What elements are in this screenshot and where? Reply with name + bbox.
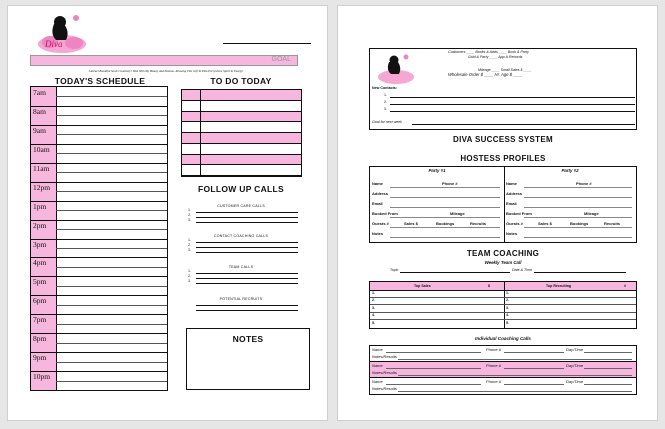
party-field-line[interactable] [524,187,632,188]
ind-day-line[interactable] [584,384,632,385]
party-field-label-recruits: Recruits [604,221,621,226]
individual-title: Individual Coaching Calls [475,336,531,341]
schedule-half-line[interactable] [56,210,167,211]
schedule-time-5: 12pm [33,182,51,192]
party-field-label-recruits: Recruits [470,221,487,226]
schedule-half-line[interactable] [56,134,167,135]
ind-day-line[interactable] [584,352,632,353]
top-sales-number: 1. [372,291,375,295]
date-time-label: Date & Time [512,268,532,272]
todo-title: TO DO TODAY [210,76,272,86]
topic-line[interactable] [400,272,510,273]
schedule-time-13: 8pm [33,334,47,344]
party-label: Party #1 [428,168,446,173]
schedule-time-14: 9pm [33,353,47,363]
goal-bar[interactable] [30,55,298,66]
schedule-half-line[interactable] [56,305,167,306]
schedule-time-9: 4pm [33,258,47,268]
planner-page-left [7,5,328,421]
schedule-time-4: 11am [33,163,50,173]
new-contacts-label: New Contacts: [372,86,397,90]
schedule-hour-divider [31,163,167,164]
schedule-time-11: 6pm [33,296,47,306]
planner-page-right [337,5,658,421]
schedule-half-line[interactable] [56,191,167,192]
schedule-table [30,86,168,391]
followup-line[interactable] [196,217,298,218]
followup-number: 2. [188,213,192,217]
ind-day-line[interactable] [584,368,632,369]
weekly-summary-box: Customers ____ Books & Adds ____ Book & Party Gold & Party ____ App & Records Mileage ____ Small Sales $ ____ Wholesale Order $ ____ Hr. Age $ ____ New Contacts: 1. 2. 3. Goal for next week [369,48,637,130]
schedule-time-2: 9am [33,125,46,135]
party-field-line[interactable] [390,237,500,238]
ind-name-label: Name [372,379,383,384]
todo-row[interactable] [182,101,301,112]
party-field-label-sales: Sales $ [404,221,418,226]
schedule-hour-divider [31,106,167,107]
followup-section-title[interactable]: CUSTOMER CARE CALLS [217,204,265,208]
schedule-time-3: 10am [33,144,50,154]
schedule-half-line[interactable] [56,362,167,363]
party-field-line[interactable] [524,217,632,218]
ind-notes-line[interactable] [398,359,632,360]
system-title: DIVA SUCCESS SYSTEM [453,135,553,144]
followup-line[interactable] [196,310,298,311]
ind-phone-label: Phone # [486,379,501,384]
topic-label: Topic [390,268,399,272]
party-field-label-mileage: Mileage [450,211,465,216]
party-field-line[interactable] [390,187,500,188]
schedule-half-line[interactable] [56,381,167,382]
hash-label: # [624,284,626,288]
top-recruit-number: 5. [506,320,509,325]
followup-section-title[interactable]: POTENTIAL RECRUITS [219,297,263,301]
ind-notes-line[interactable] [398,391,632,392]
followup-line[interactable] [196,222,298,223]
schedule-time-12: 7pm [33,315,47,325]
followup-line[interactable] [196,252,298,253]
followup-number: 2. [188,243,192,247]
ind-notes-label: Notes/Results [372,354,397,359]
party-field-line[interactable] [524,237,632,238]
todo-checkbox-divider [200,155,201,166]
todo-row[interactable] [182,155,301,166]
top-row-line[interactable] [370,297,636,298]
party-label: Party #2 [561,168,579,173]
party-field-label-notes: Notes [506,231,518,236]
party-field-label-mileage: Mileage [584,211,599,216]
diva-logo-small-icon [376,51,416,85]
todo-table [181,89,302,177]
top-recruit-number: 2. [506,298,509,303]
party-field-line[interactable] [524,207,632,208]
party-field-label-phone: Phone # [442,181,458,186]
ind-name-line[interactable] [386,384,481,385]
top-recruit-number: 1. [506,291,509,295]
contact-line-3[interactable] [390,111,635,112]
ind-phone-line[interactable] [504,384,564,385]
schedule-hour-divider [31,182,167,183]
schedule-time-8: 3pm [33,239,47,249]
individual-calls-table [369,345,637,395]
party-field-label-bookings: Bookings [436,221,455,226]
followup-line[interactable] [196,305,298,306]
party-field-line[interactable] [390,197,500,198]
summary-row-4[interactable]: Wholesale Order $ ____ Hr. Age $ ____ [448,72,523,77]
todo-row[interactable] [182,144,301,155]
ind-name-label: Name [372,363,383,368]
schedule-half-line[interactable] [56,286,167,287]
schedule-time-6: 1pm [33,201,47,211]
hostess-title: HOSTESS PROFILES [460,154,546,163]
svg-text:Diva: Diva [45,39,63,49]
date-time-line[interactable] [534,272,626,273]
party-field-label-address: Address [372,191,389,196]
summary-row-3[interactable]: Mileage ____ Small Sales $ ____ [478,68,532,72]
todo-row[interactable] [182,90,301,101]
top-sales-number: 3. [372,305,375,310]
party-field-label-phone: Phone # [576,181,592,186]
schedule-half-line[interactable] [56,153,167,154]
weekly-call-label: Weekly Team Call [484,260,522,265]
ind-day-label: Day/Time [566,363,584,368]
ind-phone-label: Phone # [486,347,501,352]
schedule-hour-divider [31,220,167,221]
schedule-hour-divider [31,201,167,202]
party-field-label-email: Email [372,201,383,206]
followup-number: 3. [188,248,192,252]
schedule-hour-divider [31,295,167,296]
todo-checkbox-divider [200,90,201,101]
party-field-label-name: Name [506,181,517,186]
ind-notes-label: Notes/Results [372,370,397,375]
team-title: TEAM COACHING [466,249,540,258]
todo-row[interactable] [182,165,301,176]
party-field-label-notes: Notes [372,231,384,236]
followup-section-title[interactable]: TEAM CALLS [228,265,254,269]
diva-logo-icon [36,10,88,54]
party-field-label-booked_from: Booked From [506,211,532,216]
todo-row[interactable] [182,122,301,133]
ind-name-label: Name [372,347,383,352]
followup-number: 1. [188,208,192,212]
followup-line[interactable] [196,212,298,213]
todo-checkbox-divider [200,122,201,133]
followup-line[interactable] [196,247,298,248]
summary-row-1[interactable]: Customers ____ Books & Adds ____ Book & Party [448,50,529,54]
notes-title: NOTES [232,334,264,344]
individual-call-row[interactable] [370,346,636,362]
ind-day-label: Day/Time [566,379,584,384]
todo-checkbox-divider [200,144,201,155]
name-line[interactable] [223,43,311,44]
schedule-half-line[interactable] [56,115,167,116]
followup-section-title[interactable]: CONTACT COACHING CALLS [213,234,269,238]
followup-number: 3. [188,218,192,222]
followup-number: 1. [188,269,192,273]
party-field-line[interactable] [524,227,632,228]
top-sales-number: 2. [372,298,375,303]
schedule-hour-divider [31,276,167,277]
hostess-profiles-box [369,166,637,243]
todo-checkbox-divider [200,165,201,176]
schedule-time-15: 10pm [33,372,51,382]
top-row-line[interactable] [370,319,636,320]
followup-line[interactable] [196,242,298,243]
followup-line[interactable] [196,273,298,274]
top-row-line[interactable] [370,312,636,313]
schedule-hour-divider [31,333,167,334]
ind-notes-label: Notes/Results [372,386,397,391]
contact-line-2[interactable] [390,104,635,105]
todo-row[interactable] [182,133,301,144]
individual-call-row[interactable] [370,362,636,378]
top-performers-table [369,281,637,329]
schedule-half-line[interactable] [56,267,167,268]
schedule-half-line[interactable] [56,172,167,173]
todo-row[interactable] [182,112,301,123]
party-field-line[interactable] [390,217,500,218]
schedule-half-line[interactable] [56,324,167,325]
schedule-hour-divider [31,239,167,240]
followup-number: 2. [188,274,192,278]
tagline: I Attract Beautiful Souls Creatively! Wish With My Beauty And Passion. Allowing This Gift To Pink Everywhere Spirit In Energy! [88,69,244,73]
goal-next-week-label: Goal for next week [372,120,402,124]
top-sales-number: 5. [372,320,375,325]
ind-phone-line[interactable] [504,352,564,353]
todo-checkbox-divider [200,112,201,123]
schedule-time-0: 7am [33,88,46,97]
schedule-half-line[interactable] [56,229,167,230]
party-field-label-name: Name [372,181,383,186]
goal-label: GOAL [271,56,291,63]
notes-box[interactable] [186,328,310,390]
party-field-label-email: Email [506,201,517,206]
individual-call-row[interactable] [370,378,636,394]
schedule-hour-divider [31,125,167,126]
followup-number: 3. [188,279,192,283]
party-field-line[interactable] [390,227,500,228]
ind-day-label: Day/Time [566,347,584,352]
party-field-line[interactable] [524,197,632,198]
ind-name-line[interactable] [386,368,481,369]
party-field-label-guests: Guests # [506,221,523,226]
schedule-title: TODAY'S SCHEDULE [54,76,146,86]
ind-name-line[interactable] [386,352,481,353]
dollar-label: $ [488,284,490,288]
schedule-half-line[interactable] [56,96,167,97]
schedule-time-7: 2pm [33,220,47,230]
ind-notes-line[interactable] [398,375,632,376]
schedule-hour-divider [31,144,167,145]
party-field-line[interactable] [390,207,500,208]
schedule-half-line[interactable] [56,343,167,344]
schedule-hour-divider [31,371,167,372]
party-2-profile [504,167,636,242]
top-row-line[interactable] [370,304,636,305]
party-field-label-booked_from: Booked From [372,211,398,216]
schedule-hour-divider [31,257,167,258]
party-field-label-address: Address [506,191,523,196]
followup-line[interactable] [196,283,298,284]
todo-checkbox-divider [200,101,201,112]
goal-next-week-line[interactable] [412,124,635,125]
summary-row-2[interactable]: Gold & Party ____ App & Records [468,55,523,59]
followup-line[interactable] [196,278,298,279]
top-sales-label: Top Sales [414,284,431,288]
schedule-hour-divider [31,352,167,353]
schedule-half-line[interactable] [56,248,167,249]
top-recruit-number: 3. [506,305,509,310]
ind-phone-label: Phone # [486,363,501,368]
ind-phone-line[interactable] [504,368,564,369]
contact-line-1[interactable] [390,97,635,98]
todo-checkbox-divider [200,133,201,144]
schedule-hour-divider [31,314,167,315]
top-recruiting-label: Top Recruiting [546,284,572,288]
schedule-time-10: 5pm [33,277,47,287]
followup-number: 1. [188,238,192,242]
top-recruit-number: 4. [506,313,509,318]
schedule-time-1: 8am [33,106,46,116]
top-sales-number: 4. [372,313,375,318]
followup-title: FOLLOW UP CALLS [197,184,285,194]
party-field-label-guests: Guests # [372,221,389,226]
party-field-label-sales: Sales $ [538,221,552,226]
party-1-profile [370,167,504,242]
party-field-label-bookings: Bookings [570,221,589,226]
